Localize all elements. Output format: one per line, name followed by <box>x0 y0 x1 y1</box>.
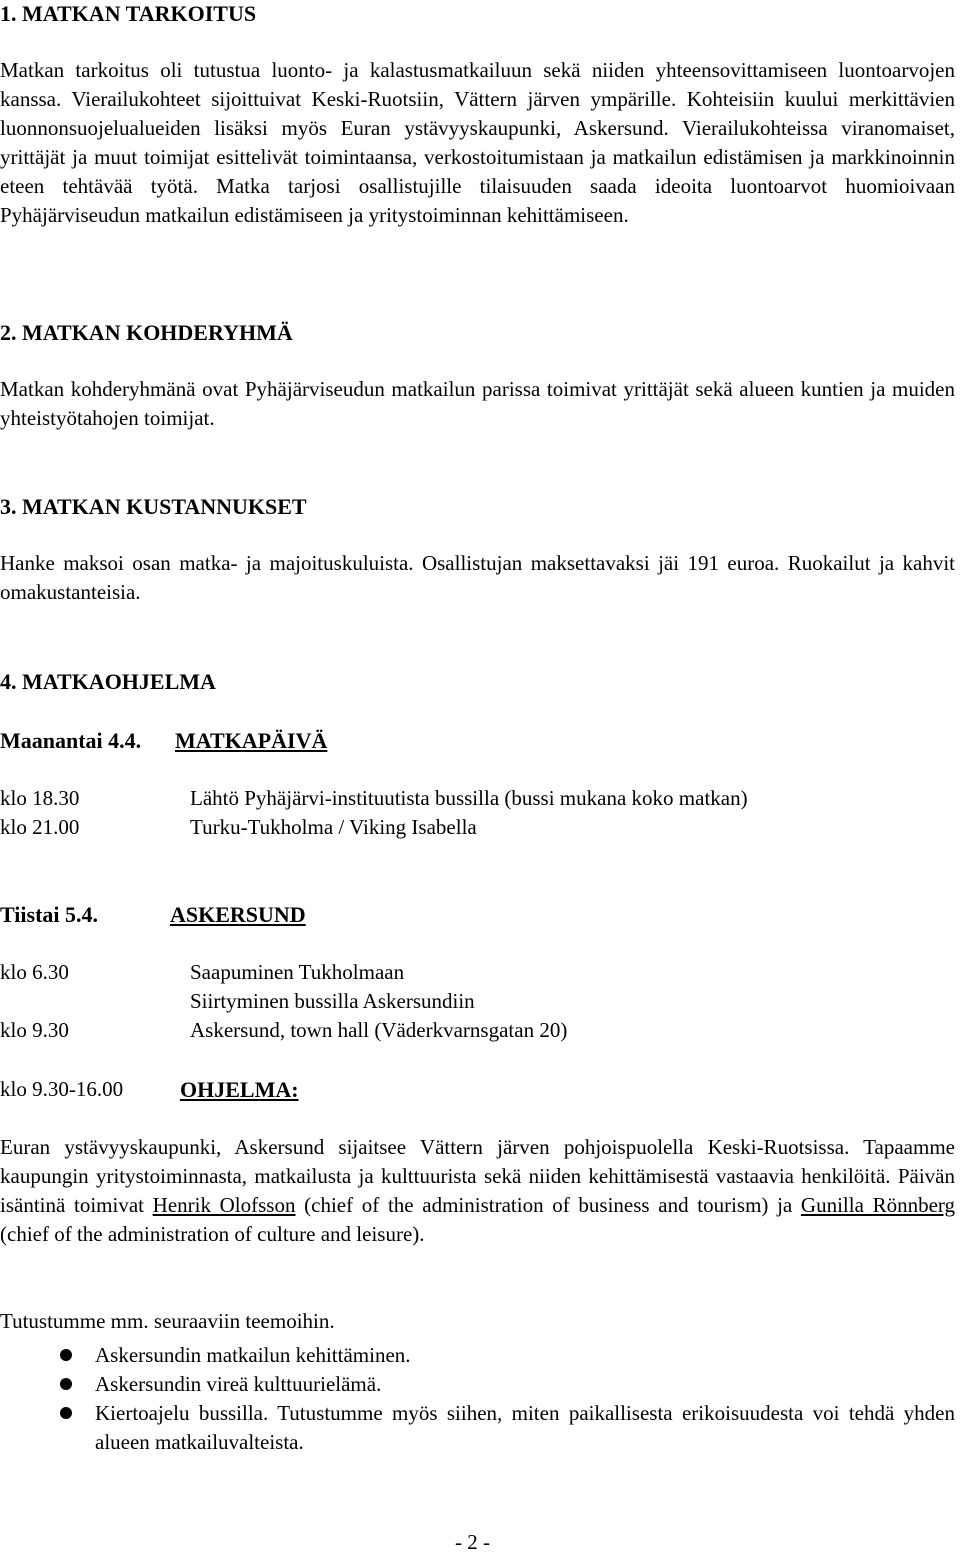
day-1-row-time: klo 18.30 <box>0 786 80 810</box>
day-1-row-text: Lähtö Pyhäjärvi-instituutista bussilla (bussi mukana koko matkan) <box>190 786 748 810</box>
day-2-paragraph-text: Euran ystävyyskaupunki, Askersund sijaitsee Vättern järven pohjoispuolella Keski-Ruotsissa. Tapaamme kaupungin yritystoiminnasta, matkailusta ja kulttuurista sekä niiden kehittämisestä vastaavia henkilöitä. Päivän isäntinä toimivat <box>0 1135 955 1217</box>
section-1-heading: 1. MATKAN TARKOITUS <box>0 1 257 26</box>
section-2-paragraph: Matkan kohderyhmänä ovat Pyhäjärviseudun matkailun parissa toimivat yrittäjät sekä alueen kuntien ja muiden yhteistyötahojen toimijat. <box>0 377 955 430</box>
bullet-icon <box>60 1349 72 1361</box>
day-2-row-time: klo 6.30 <box>0 960 69 984</box>
day-2-row-text: Askersund, town hall (Väderkvarnsgatan 20) <box>190 1018 568 1042</box>
page-number: - 2 - <box>455 1530 490 1554</box>
list-item: Askersundin matkailun kehittäminen. <box>95 1343 411 1367</box>
day-2-paragraph-text: (chief of the administration of culture and leisure). <box>0 1222 425 1246</box>
host-name: Gunilla Rönnberg <box>800 1193 956 1217</box>
day-2-paragraph-text: (chief of the administration of business and tourism) ja <box>295 1193 801 1217</box>
list-item: Kiertoajelu bussilla. Tutustumme myös siihen, miten paikallisesta erikoisuudesta voi tehdä yhden alueen matkailuvalteista. <box>95 1401 955 1454</box>
section-2-heading: 2. MATKAN KOHDERYHMÄ <box>0 320 293 345</box>
day-2-title: ASKERSUND <box>170 902 306 927</box>
day-1-title: MATKAPÄIVÄ <box>175 728 328 753</box>
host-name: Henrik Olofsson <box>152 1193 296 1217</box>
bullet-icon <box>60 1378 72 1390</box>
section-3-heading: 3. MATKAN KUSTANNUKSET <box>0 494 307 519</box>
section-1-paragraph: Matkan tarkoitus oli tutustua luonto- ja kalastusmatkailuun sekä niiden yhteensovittamiseen luontoarvojen kanssa. Vierailukohteet sijoittuivat Keski-Ruotsiin, Vättern järven ympärille. Kohteisiin kuului merkittävien luonnonsuojelualueiden lisäksi myös Euran ystävyyskaupunki, Askersund. Vierailukohteissa viranomaiset, yrittäjät ja muut toimijat esittelivät toimintaansa, verkostoitumistaan ja matkailun edistämisen ja markkinoinnin eteen tehtävää työtä. Matka tarjosi osallistujille tilaisuuden saada ideoita luontoarvot huomioivaan Pyhäjärviseudun matkailun edistämiseen ja yritystoiminnan kehittämiseen. <box>0 58 955 227</box>
program-label: OHJELMA: <box>180 1077 299 1102</box>
section-4-heading: 4. MATKAOHJELMA <box>0 669 216 694</box>
day-2-row-time: klo 9.30 <box>0 1018 69 1042</box>
bullet-icon <box>60 1407 72 1419</box>
program-time: klo 9.30-16.00 <box>0 1077 124 1101</box>
section-3-paragraph: Hanke maksoi osan matka- ja majoituskuluista. Osallistujan maksettavaksi jäi 191 euroa. Ruokailut ja kahvit omakustanteisia. <box>0 551 955 604</box>
day-1-row-text: Turku-Tukholma / Viking Isabella <box>190 815 477 839</box>
day-2-paragraph <box>0 1133 955 1249</box>
day-2-row-text: Siirtyminen bussilla Askersundiin <box>190 989 475 1013</box>
day-1-date: Maanantai 4.4. <box>0 728 142 753</box>
list-item: Askersundin vireä kulttuurielämä. <box>95 1372 382 1396</box>
day-2-date: Tiistai 5.4. <box>0 902 99 927</box>
day-1-row-time: klo 21.00 <box>0 815 80 839</box>
day-2-row-text: Saapuminen Tukholmaan <box>190 960 405 984</box>
topics-intro: Tutustumme mm. seuraaviin teemoihin. <box>0 1309 335 1333</box>
